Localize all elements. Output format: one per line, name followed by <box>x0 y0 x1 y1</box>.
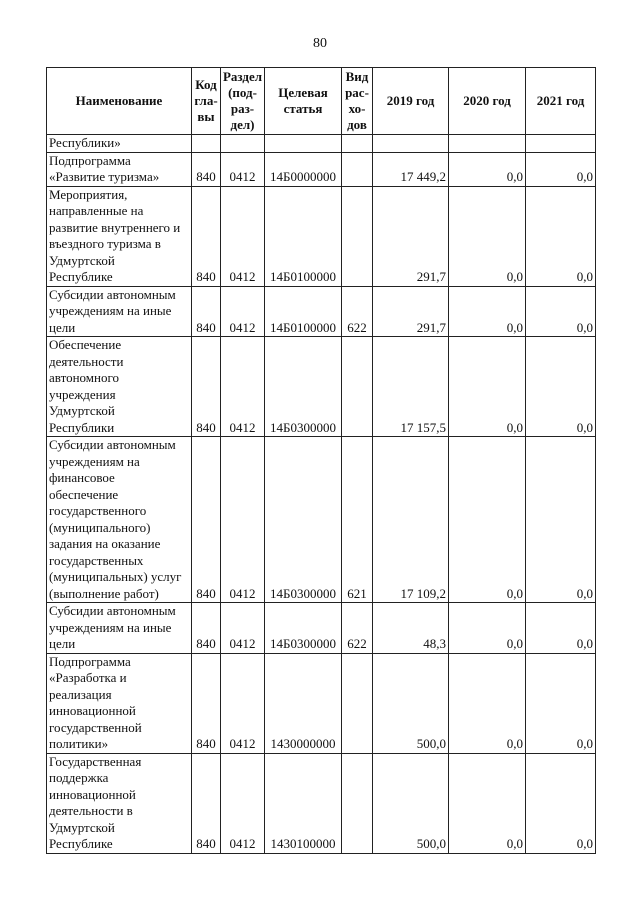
amount-2019-cell: 17 109,2 <box>373 437 449 603</box>
section-cell: 0412 <box>221 753 265 853</box>
row-name-line: «Развитие туризма» <box>49 169 160 184</box>
table-row <box>47 653 596 753</box>
expense-type-cell <box>342 337 373 437</box>
section-cell <box>221 135 265 153</box>
header-2019: 2019 год <box>373 68 449 135</box>
row-name-line: деятельности в <box>49 803 133 818</box>
expense-type-cell <box>342 186 373 286</box>
target-article-cell: 14Б0300000 <box>265 337 342 437</box>
header-line: дел) <box>230 117 255 132</box>
amount-2020-cell: 0,0 <box>449 753 526 853</box>
chapter-code-cell: 840 <box>192 186 221 286</box>
section-cell: 0412 <box>221 337 265 437</box>
row-name-line: «Разработка и <box>49 670 127 685</box>
amount-2021-cell: 0,0 <box>526 437 596 603</box>
row-name-line: учреждениям на <box>49 453 140 469</box>
target-article-cell: 14Б0000000 <box>265 152 342 186</box>
row-name-line: реализация <box>49 686 112 702</box>
row-name-line: Субсидии автономным <box>49 437 176 452</box>
chapter-code-cell: 840 <box>192 603 221 654</box>
section-cell: 0412 <box>221 186 265 286</box>
table-row <box>47 753 596 853</box>
amount-2021-cell: 0,0 <box>526 603 596 654</box>
header-name: Наименование <box>47 68 192 135</box>
chapter-code-cell <box>192 135 221 153</box>
row-name-line: автономного <box>49 370 119 385</box>
section-cell: 0412 <box>221 152 265 186</box>
row-name-line: государственных <box>49 552 144 568</box>
row-name-line: политики» <box>49 736 109 751</box>
header-line: Вид <box>345 69 369 84</box>
header-line: Раздел <box>222 69 263 84</box>
amount-2020-cell: 0,0 <box>449 286 526 337</box>
row-name-line: инновационной <box>49 703 136 718</box>
header-line: Код <box>195 77 217 92</box>
header-line: хо- <box>348 101 366 116</box>
row-name-line: Удмуртской <box>49 819 115 835</box>
expense-type-cell: 621 <box>342 437 373 603</box>
header-row <box>47 68 596 135</box>
row-name-cell <box>47 337 192 437</box>
section-cell: 0412 <box>221 653 265 753</box>
amount-2019-cell <box>373 135 449 153</box>
amount-2021-cell: 0,0 <box>526 753 596 853</box>
chapter-code-cell: 840 <box>192 152 221 186</box>
amount-2020-cell: 0,0 <box>449 186 526 286</box>
header-line: Целевая <box>278 85 328 100</box>
row-name-line: деятельности <box>49 353 124 369</box>
target-article-cell: 1430100000 <box>265 753 342 853</box>
row-name-cell <box>47 135 192 153</box>
chapter-code-cell: 840 <box>192 653 221 753</box>
row-name-line: (выполнение работ) <box>49 585 159 601</box>
header-line: гла- <box>194 93 218 108</box>
table-row <box>47 286 596 337</box>
row-name-line: Республике <box>49 836 113 851</box>
target-article-cell: 1430000000 <box>265 653 342 753</box>
row-name-line: инновационной <box>49 786 136 802</box>
row-name-line: направленные на <box>49 203 144 218</box>
row-name-line: (муниципальных) услуг <box>49 569 182 584</box>
chapter-code-cell: 840 <box>192 753 221 853</box>
row-name-line: цели <box>49 636 76 651</box>
row-name-line: Республики» <box>49 135 121 150</box>
chapter-code-cell: 840 <box>192 286 221 337</box>
table-row <box>47 337 596 437</box>
row-name-line: Обеспечение <box>49 337 122 352</box>
target-article-cell <box>265 135 342 153</box>
header-2021: 2021 год <box>526 68 596 135</box>
table-row <box>47 152 596 186</box>
target-article-cell: 14Б0100000 <box>265 186 342 286</box>
section-cell: 0412 <box>221 437 265 603</box>
row-name-line: Государственная <box>49 753 142 769</box>
amount-2021-cell: 0,0 <box>526 286 596 337</box>
target-article-cell: 14Б0300000 <box>265 437 342 603</box>
row-name-line: учреждениям на иные <box>49 303 172 318</box>
amount-2020-cell: 0,0 <box>449 603 526 654</box>
row-name-cell <box>47 603 192 654</box>
row-name-line: цели <box>49 319 76 335</box>
amount-2020-cell: 0,0 <box>449 653 526 753</box>
page-number: 80 <box>313 36 327 51</box>
expense-type-cell: 622 <box>342 603 373 654</box>
header-line: (под- <box>228 85 257 100</box>
header-2020: 2020 год <box>449 68 526 135</box>
header-target <box>265 68 342 135</box>
amount-2021-cell: 0,0 <box>526 337 596 437</box>
header-line: вы <box>197 109 215 124</box>
row-name-line: Удмуртской <box>49 403 115 418</box>
row-name-line: Удмуртской <box>49 252 115 268</box>
header-line: статья <box>283 101 323 116</box>
table-row <box>47 437 596 603</box>
amount-2019-cell: 291,7 <box>373 186 449 286</box>
amount-2020-cell <box>449 135 526 153</box>
row-name-line: Субсидии автономным <box>49 286 176 302</box>
amount-2019-cell: 17 157,5 <box>373 337 449 437</box>
header-line: дов <box>347 117 367 132</box>
row-name-cell <box>47 753 192 853</box>
amount-2020-cell: 0,0 <box>449 152 526 186</box>
header-line: рас- <box>345 85 369 100</box>
row-name-line: въездного туризма в <box>49 236 161 251</box>
header-line: раз- <box>230 101 255 116</box>
row-name-line: Республике <box>49 269 113 284</box>
table-body <box>47 135 596 854</box>
row-name-line: Подпрограмма <box>49 653 131 669</box>
row-name-line: (муниципального) <box>49 519 151 535</box>
header-section <box>221 68 265 135</box>
amount-2019-cell: 500,0 <box>373 753 449 853</box>
amount-2021-cell: 0,0 <box>526 152 596 186</box>
section-cell: 0412 <box>221 286 265 337</box>
row-name-line: поддержка <box>49 770 109 785</box>
target-article-cell: 14Б0300000 <box>265 603 342 654</box>
row-name-line: учреждения <box>49 386 116 402</box>
row-name-line: развитие внутреннего и <box>49 219 181 235</box>
amount-2019-cell: 17 449,2 <box>373 152 449 186</box>
table-row <box>47 135 596 153</box>
expense-type-cell: 622 <box>342 286 373 337</box>
row-name-line: Республики <box>49 419 115 435</box>
section-cell: 0412 <box>221 603 265 654</box>
row-name-cell <box>47 437 192 603</box>
expense-type-cell <box>342 152 373 186</box>
row-name-line: финансовое <box>49 470 115 485</box>
row-name-line: задания на оказание <box>49 536 161 551</box>
amount-2020-cell: 0,0 <box>449 437 526 603</box>
row-name-line: государственного <box>49 503 147 518</box>
row-name-line: обеспечение <box>49 486 119 502</box>
budget-table <box>46 67 596 854</box>
amount-2021-cell <box>526 135 596 153</box>
table-row <box>47 603 596 654</box>
expense-type-cell <box>342 653 373 753</box>
chapter-code-cell: 840 <box>192 437 221 603</box>
amount-2021-cell: 0,0 <box>526 186 596 286</box>
row-name-line: Подпрограмма <box>49 152 131 168</box>
amount-2021-cell: 0,0 <box>526 653 596 753</box>
amount-2020-cell: 0,0 <box>449 337 526 437</box>
header-chapter-code <box>192 68 221 135</box>
expense-type-cell <box>342 753 373 853</box>
expense-type-cell <box>342 135 373 153</box>
target-article-cell: 14Б0100000 <box>265 286 342 337</box>
row-name-line: учреждениям на иные <box>49 619 172 635</box>
row-name-cell <box>47 286 192 337</box>
header-expense-type <box>342 68 373 135</box>
chapter-code-cell: 840 <box>192 337 221 437</box>
row-name-line: государственной <box>49 719 142 735</box>
row-name-line: Мероприятия, <box>49 186 128 202</box>
amount-2019-cell: 291,7 <box>373 286 449 337</box>
row-name-cell <box>47 186 192 286</box>
row-name-cell <box>47 653 192 753</box>
amount-2019-cell: 48,3 <box>373 603 449 654</box>
row-name-line: Субсидии автономным <box>49 603 176 618</box>
amount-2019-cell: 500,0 <box>373 653 449 753</box>
table-row <box>47 186 596 286</box>
row-name-cell <box>47 152 192 186</box>
